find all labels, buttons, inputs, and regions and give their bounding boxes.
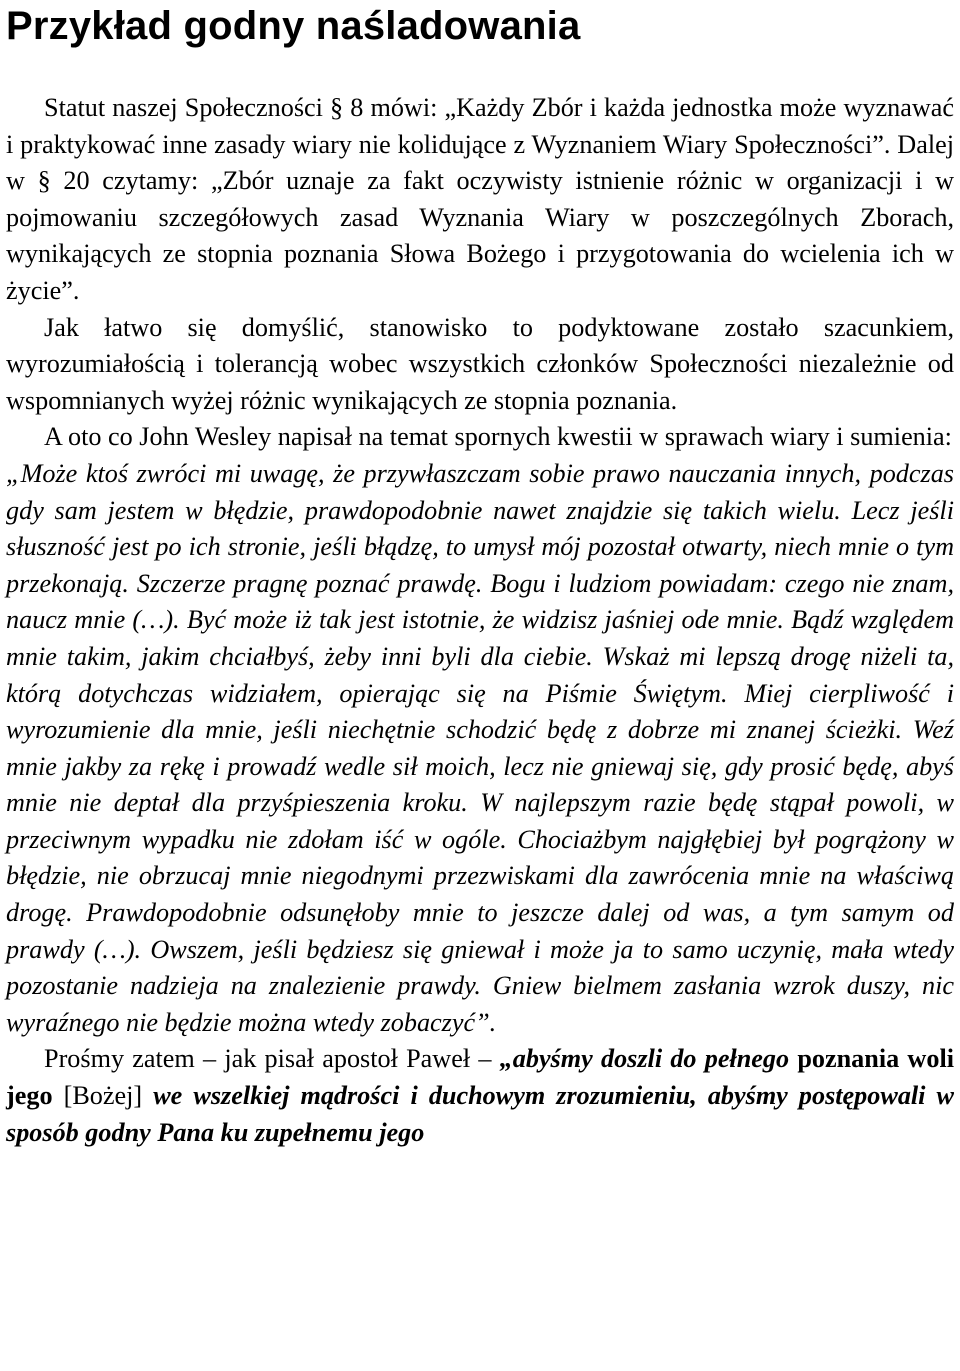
paragraph-closing (6, 1041, 954, 1151)
page-title: Przykład godny naśladowania (6, 4, 581, 48)
closing-bold-italic-2: we wszelkiej mądrości i duchowym zrozumieniu, abyśmy postępowali w sposób godny Pana ku zupełnemu jego (6, 1081, 954, 1147)
closing-intro: Prośmy zatem – jak pisał apostoł Paweł – (44, 1044, 500, 1074)
paragraph-wesley-intro: A oto co John Wesley napisał na temat spornych kwestii w sprawach wiary i sumienia: (44, 422, 952, 452)
closing-bold-italic-1: „abyśmy doszli do pełnego (499, 1044, 790, 1074)
closing-bold-1: poznania woli jego (6, 1044, 954, 1111)
paragraph-statute: Statut naszej Społeczności § 8 mówi: „Każdy Zbór i każda jednostka może wyznawać i praktykować inne zasady wiary nie kolidujące z Wyznaniem Wiary Społeczności”. Dalej w § 20 czytamy: „Zbór uznaje za fakt oczywisty istnienie różnic w organizacji i w pojmowaniu szczegółowych zasad Wyznania Wiary w poszczególnych Zborach, wynikających ze stopnia poznania Słowa Bożego i przygotowania do wcielenia ich w życie”. (6, 93, 954, 305)
paragraph-tolerance: Jak łatwo się domyślić, stanowisko to podyktowane zostało szacunkiem, wyrozumiałością i tolerancją wobec wszystkich członków Społeczności niezależnie od wspomnianych wyżej różnic wynikających ze stopnia poznania. (6, 312, 954, 415)
closing-plain: [Bożej] (52, 1081, 154, 1111)
document-body (6, 90, 954, 1151)
wesley-quote: „Może ktoś zwróci mi uwagę, że przywłaszczam sobie prawo nauczania innych, podczas gdy sam jestem w błędzie, prawdopodobnie nawet znajdzie się takich wielu. Lecz jeśli słuszność jest po ich stronie, jeśli błądzę, to umysł mój pozostał otwarty, niech mnie o tym przekonają. Szczerze pragnę poznać prawdę. Bogu i ludziom powiadam: czego nie znam, naucz mnie (…). Być może iż tak jest istotnie, że widzisz jaśniej ode mnie. Bądź względem mnie takim, jakim chciałbyś, żeby inni byli dla ciebie. Wskaż mi lepszą drogę niżeli ta, którą dotychczas widziałem, opierając się na Piśmie Świętym. Miej cierpliwość i wyrozumienie dla mnie, jeśli niechętnie schodzić będę z dobrze mi znanej ścieżki. Weź mnie jakby za rękę i prowadź wedle sił moich, lecz nie gniewaj się, gdy prosić będę, abyś mnie nie deptał dla przyśpieszenia kroku. W najlepszym razie będę stąpał powoli, w przeciwnym wypadku nie zdołam iść w ogóle. Chociażbym najgłębiej był pogrążony w błędzie, nie obrzucaj mnie niegodnymi przezwiskami dla zawrócenia mnie na właściwą drogę. Prawdopodobnie odsunęłoby mnie to jeszcze dalej od was, a tym samym od prawdy (…). Owszem, jeśli będziesz się gniewał i może ja to samo uczynię, mała wtedy pozostanie nadzieja na znalezienie prawdy. Gniew bielmem zasłania wzrok duszy, nic wyraźnego nie będzie można wtedy zobaczyć”. (6, 458, 954, 1037)
